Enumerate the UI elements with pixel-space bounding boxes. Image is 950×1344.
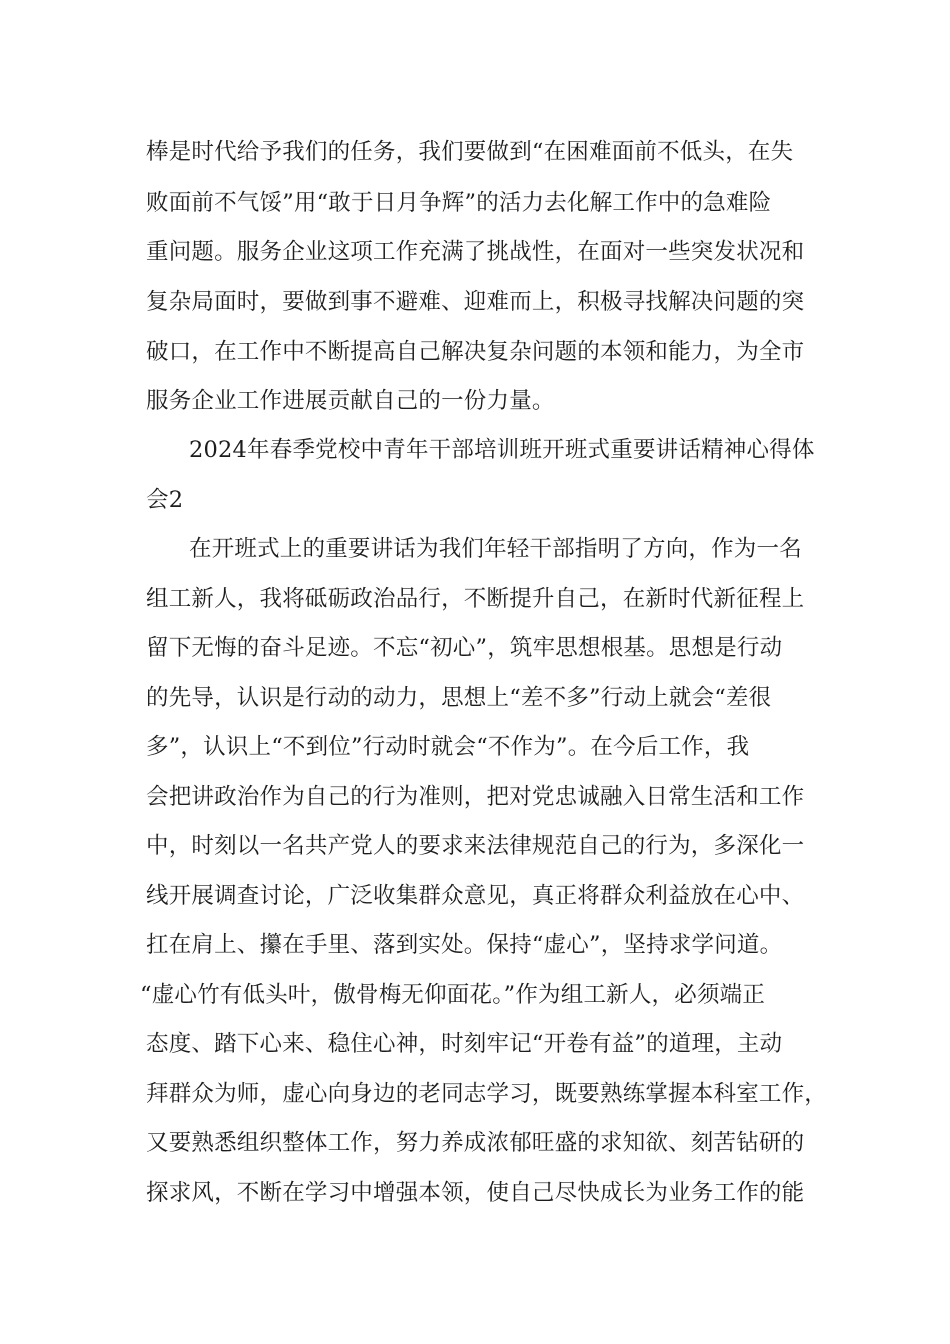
- body-text-line: 败面前不气馁”用“敢于日月争辉”的活力去化解工作中的急难险: [146, 190, 772, 216]
- body-text-line: 线开展调查讨论，广泛收集群众意见，真正将群众利益放在心中、: [146, 883, 805, 909]
- body-text-line: 的先导，认识是行动的动力，思想上“差不多”行动上就会“差很: [146, 685, 772, 711]
- body-text-line: 在开班式上的重要讲话为我们年轻干部指明了方向，作为一名: [189, 536, 802, 562]
- body-text-line: 复杂局面时，要做到事不避难、迎难而上，积极寻找解决问题的突: [146, 289, 805, 315]
- body-text-line: 服务企业工作进展贡献自己的一份力量。: [146, 388, 555, 414]
- body-text-line: 会把讲政治作为自己的行为准则，把对党忠诚融入日常生活和工作: [146, 784, 805, 810]
- section-heading-line: 2024年春季党校中青年干部培训班开班式重要讲话精神心得体: [189, 437, 815, 463]
- body-text-line: “虚心竹有低头叶，傲骨梅无仰面花。”作为组工新人，必须端正: [140, 982, 766, 1008]
- body-text-line: 拜群众为师，虚心向身边的老同志学习，既要熟练掌握本科室工作，: [146, 1081, 828, 1107]
- body-text-line: 多”，认识上“不到位”行动时就会“不作为”。在今后工作，我: [146, 734, 750, 760]
- body-text-line: 探求风，不断在学习中增强本领，使自己尽快成长为业务工作的能: [146, 1180, 805, 1206]
- body-text-line: 态度、踏下心来、稳住心神，时刻牢记“开卷有益”的道理，主动: [146, 1031, 783, 1057]
- body-text-line: 重问题。服务企业这项工作充满了挑战性，在面对一些突发状况和: [146, 239, 805, 265]
- body-text-line: 留下无悔的奋斗足迹。不忘“初心”，筑牢思想根基。思想是行动: [146, 635, 783, 661]
- body-text-line: 棒是时代给予我们的任务，我们要做到“在困难面前不低头，在失: [146, 139, 794, 165]
- body-text-line: 中，时刻以一名共产党人的要求来法律规范自己的行为，多深化一: [146, 833, 805, 859]
- body-text-line: 破口，在工作中不断提高自己解决复杂问题的本领和能力，为全市: [146, 339, 805, 365]
- body-text-line: 组工新人，我将砥砺政治品行，不断提升自己，在新时代新征程上: [146, 586, 805, 612]
- body-text-line: 又要熟悉组织整体工作，努力养成浓郁旺盛的求知欲、刻苦钻研的: [146, 1130, 805, 1156]
- section-heading-line: 会2: [146, 487, 184, 513]
- body-text-line: 扛在肩上、攥在手里、落到实处。保持“虚心”，坚持求学问道。: [146, 932, 783, 958]
